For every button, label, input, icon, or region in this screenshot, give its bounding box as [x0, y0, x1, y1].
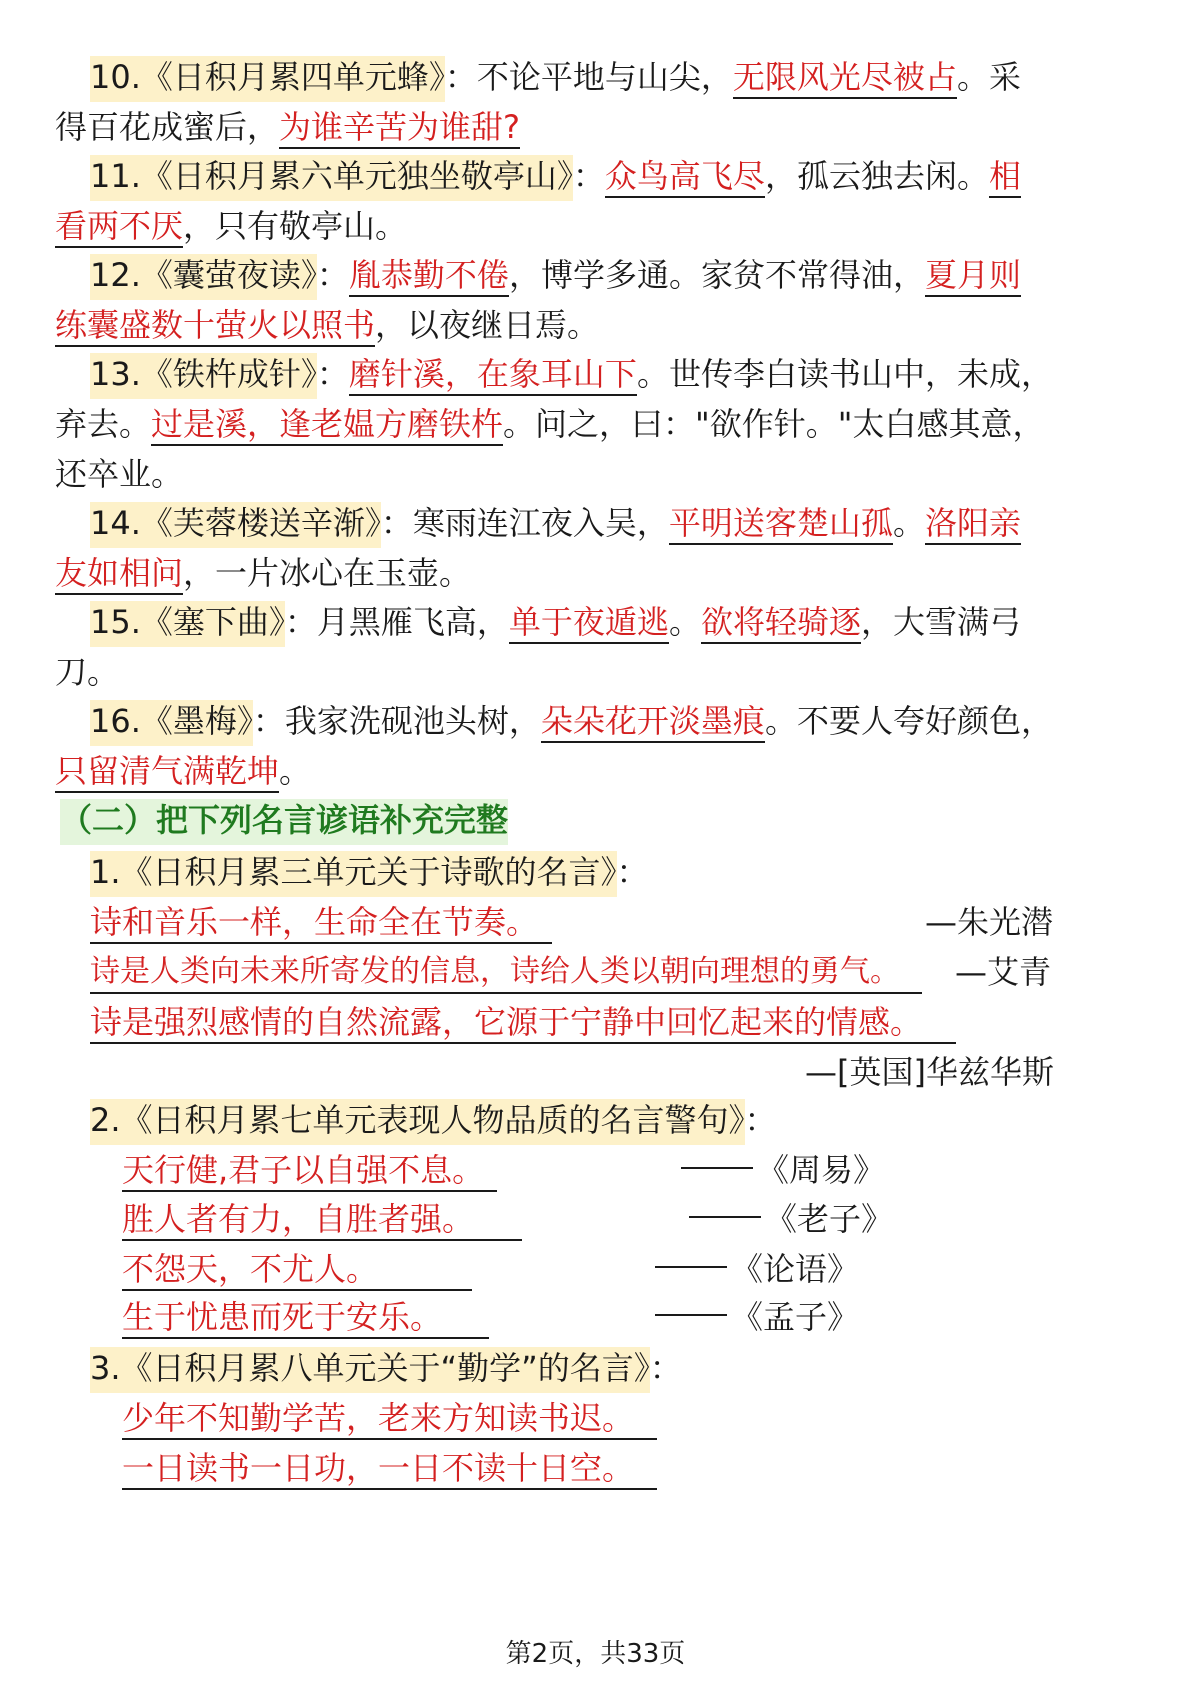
poem-12-line-1	[90, 256, 1191, 294]
poem-title: 《墨梅》	[140, 702, 253, 740]
quote-source: 《周易》	[757, 1151, 886, 1189]
answer-blank: 无限风光尽被占	[733, 58, 957, 99]
quote-line	[90, 903, 1191, 944]
answer-blank: 练囊盛数十萤火以照书	[55, 306, 375, 347]
text: ：我家洗砚池头树，	[252, 702, 541, 740]
text: 。采	[956, 58, 1021, 96]
item-number: 14.	[90, 504, 141, 542]
answer-blank: 只留清气满乾坤	[55, 752, 279, 793]
text: ，博学多通。家贫不常得油，	[508, 256, 925, 294]
poem-title: 《日积月累六单元独坐敬亭山》	[140, 157, 573, 195]
text: 还卒业。	[55, 455, 184, 493]
item-number: 3.	[90, 1349, 121, 1387]
answer-blank: 一日读书一日功，一日不读十日空。	[122, 1449, 657, 1490]
text: ，大雪满弓	[860, 603, 1021, 641]
text: ，只有敬亭山。	[183, 207, 408, 245]
text: ：寒雨连江夜入吴，	[380, 504, 669, 542]
poem-15-line-2	[55, 653, 1191, 691]
answer-blank: 夏月则	[925, 256, 1021, 297]
dash-line	[681, 1167, 753, 1169]
text: ：	[616, 853, 649, 891]
text: ：	[572, 157, 605, 195]
text: ：	[316, 355, 349, 393]
answer-blank: 生于忧患而死于安乐。	[122, 1298, 489, 1339]
quote-source: 《孟子》	[731, 1298, 860, 1336]
poem-16-line-1	[90, 702, 1191, 740]
poem-15-line-1	[90, 603, 1191, 641]
poem-13-line-1	[90, 355, 1191, 393]
answer-blank: 平明送客楚山孤	[669, 504, 893, 545]
item-number: 11.	[90, 157, 141, 195]
quote-line	[122, 1449, 1191, 1490]
group-3-heading	[90, 1349, 1191, 1387]
answer-blank: 少年不知勤学苦，老来方知读书迟。	[122, 1399, 657, 1440]
page-number: 第2页，共33页	[505, 1639, 686, 1669]
text: ：	[744, 1101, 777, 1139]
poem-title: 《日积月累四单元蜂》	[140, 58, 445, 96]
answer-blank: 众鸟高飞尽	[605, 157, 765, 198]
answer-blank: 洛阳亲	[925, 504, 1021, 545]
answer-blank: 不怨天，不尤人。	[122, 1250, 472, 1291]
item-number: 1.	[90, 853, 121, 891]
text: 刀。	[55, 653, 120, 691]
answer-blank: 友如相问	[55, 554, 183, 595]
answer-blank: 朵朵花开淡墨痕	[541, 702, 765, 743]
group-title: 《日积月累三单元关于诗歌的名言》	[120, 853, 617, 891]
group-title: 《日积月累八单元关于“勤学”的名言》	[120, 1349, 650, 1387]
answer-blank: 欲将轻骑逐	[701, 603, 861, 644]
text: ，一片冰心在玉壶。	[183, 554, 472, 592]
poem-16-line-2	[55, 752, 1191, 790]
answer-blank: 诗是人类向未来所寄发的信息，诗给人类以朝向理想的勇气。	[90, 953, 922, 994]
item-number: 16.	[90, 702, 141, 740]
poem-11-line-1	[90, 157, 1191, 195]
dash-line	[655, 1314, 727, 1316]
text: 。	[892, 504, 925, 542]
poem-13-line-3	[55, 455, 1191, 493]
answer-blank: 相	[989, 157, 1021, 198]
poem-13-line-2	[55, 405, 1191, 443]
quote-line	[122, 1151, 1191, 1192]
poem-10-line-2	[55, 108, 1191, 146]
answer-blank: 看两不厌	[55, 207, 183, 248]
quote-line	[90, 1003, 1191, 1044]
answer-blank: 天行健,君子以自强不息。	[122, 1151, 497, 1192]
poem-title: 《铁杵成针》	[140, 355, 317, 393]
text: ，以夜继日焉。	[375, 306, 600, 344]
text: ：	[316, 256, 349, 294]
poem-10-line-1	[90, 58, 1191, 96]
dash-line	[655, 1266, 727, 1268]
text: ：不论平地与山尖，	[444, 58, 733, 96]
text: ：	[649, 1349, 682, 1387]
poem-title: 《塞下曲》	[140, 603, 285, 641]
answer-blank: 单于夜遁逃	[509, 603, 669, 644]
text: 得百花成蜜后，	[55, 108, 280, 146]
text: 。不要人夸好颜色，	[764, 702, 1053, 740]
item-number: 13.	[90, 355, 141, 393]
answer-blank: 磨针溪，在象耳山下	[349, 355, 637, 396]
item-number: 2.	[90, 1101, 121, 1139]
quote-source: 《论语》	[731, 1250, 860, 1288]
answer-blank: 胤恭勤不倦	[349, 256, 509, 297]
quote-author-line	[0, 1053, 1191, 1091]
poem-title: 《囊萤夜读》	[140, 256, 317, 294]
quote-author: —[英国]华兹华斯	[805, 1053, 1054, 1091]
answer-blank: 过是溪，逢老媪方磨铁杵	[151, 405, 503, 446]
quote-line	[122, 1298, 1191, 1339]
quote-line	[122, 1399, 1191, 1440]
quote-source: 《老子》	[765, 1200, 894, 1238]
text: 。	[668, 603, 701, 641]
section-title: （二）把下列名言谚语补充完整	[60, 799, 508, 845]
quote-author: —艾青	[955, 953, 1052, 991]
answer-blank: 诗和音乐一样，生命全在节奏。	[90, 903, 552, 944]
section-heading	[60, 801, 1191, 839]
quote-line	[122, 1250, 1191, 1291]
item-number: 15.	[90, 603, 141, 641]
text: 。问之，曰："欲作针。"太白感其意，	[503, 405, 1045, 443]
group-title: 《日积月累七单元表现人物品质的名言警句》	[120, 1101, 745, 1139]
poem-11-line-2	[55, 207, 1191, 245]
dash-line	[689, 1216, 761, 1218]
poem-14-line-2	[55, 554, 1191, 592]
text: ：月黑雁飞高，	[284, 603, 509, 641]
poem-title: 《芙蓉楼送辛渐》	[140, 504, 381, 542]
text: 。世传李白读书山中，未成，	[636, 355, 1053, 393]
text: 弃去。	[55, 405, 152, 443]
item-number: 12.	[90, 256, 141, 294]
item-number: 10.	[90, 58, 141, 96]
group-1-heading	[90, 853, 1191, 891]
answer-blank: 为谁辛苦为谁甜?	[279, 108, 520, 149]
text: ，孤云独去闲。	[764, 157, 989, 195]
group-2-heading	[90, 1101, 1191, 1139]
answer-blank: 诗是强烈感情的自然流露，它源于宁静中回忆起来的情感。	[90, 1003, 956, 1044]
answer-blank: 胜人者有力，自胜者强。	[122, 1200, 522, 1241]
quote-line	[90, 953, 1191, 994]
quote-author: —朱光潜	[925, 903, 1054, 941]
text: 。	[279, 752, 312, 790]
quote-line	[122, 1200, 1191, 1241]
poem-14-line-1	[90, 504, 1191, 542]
poem-12-line-2	[55, 306, 1191, 344]
